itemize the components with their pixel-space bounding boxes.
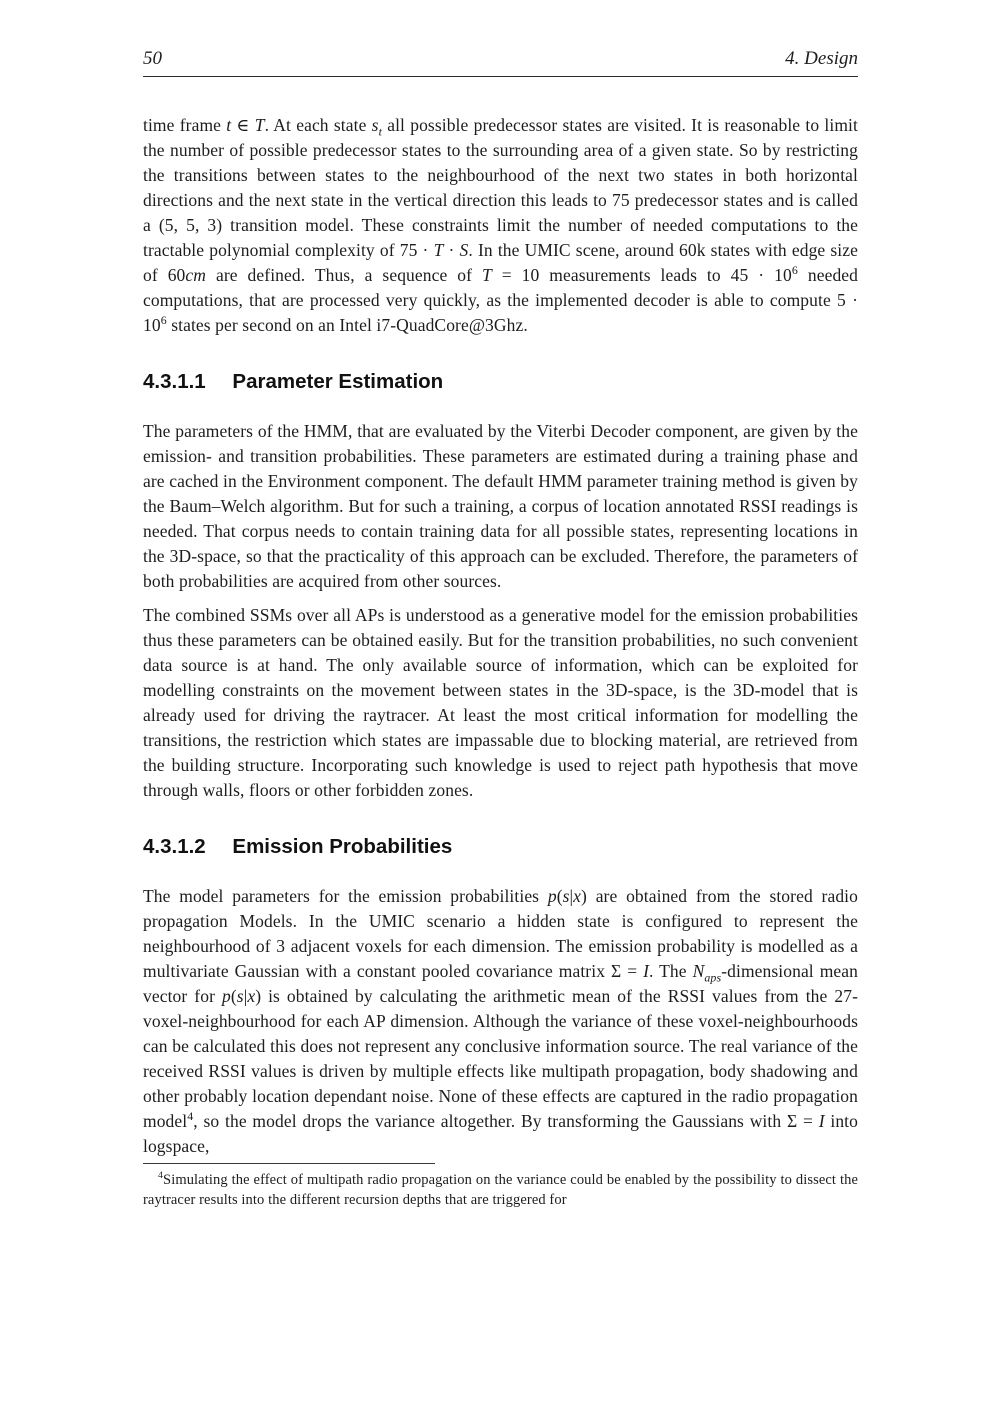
page-header: [143, 48, 858, 77]
paragraph: The parameters of the HMM, that are evaluated by the Viterbi Decoder component, are given by the emission- and transition probabilities. These parameters are estimated during a training phase and are cached in the Environment component. The default HMM parameter training method is given by the Baum–Welch algorithm. But for such a training, a corpus of location annotated RSSI readings is needed. That corpus needs to contain training data for all possible states, representing locations in the 3D-space, so that the practicality of this approach can be excluded. Therefore, the parameters of both probabilities are acquired from other sources.: [143, 420, 858, 591]
paragraph: The model parameters for the emission probabilities p(s|x) are obtained from the stored radio propagation Models. In the UMIC scenario a hidden state is configured to represent the neighbourhood of 3 adjacent voxels for each dimension. The emission probability is modelled as a multivariate Gaussian with a constant pooled covariance matrix Σ = I. The $N_{aps}$-dimensional mean vector for p(s|x) is obtained by calculating the arithmetic mean of the RSSI values from the 27-voxel-neighbourhood for each AP dimension. Although the variance of these voxel-neighbourhoods can be calculated this does not represent any conclusive information source. The real variance of the received RSSI values is driven by multiple effects like multipath propagation, body shadowing and other probably location dependant noise. None of these effects are captured in the radio propagation model$^4$, so the model drops the variance altogether. By transforming the Gaussians with Σ = I into logspace,: [143, 885, 859, 1156]
chapter-title: 4. Design: [785, 48, 858, 69]
section-number: 4.3.1.2: [143, 834, 206, 858]
section-title: Parameter Estimation: [232, 369, 444, 393]
section-number: 4.3.1.1: [143, 369, 206, 393]
paragraph: The combined SSMs over all APs is understood as a generative model for the emission probabilities thus these parameters can be obtained easily. But for the transition probabilities, no such convenient data source is at hand. The only available source of information, which can be exploited for modelling constraints on the movement between states in the 3D-space, is the 3D-model that is already used for driving the raytracer. At least the most critical information for modelling the transitions, the restriction which states are impassable due to blocking material, are retrieved from the building structure. Incorporating such knowledge is used to reject path hypothesis that move through walls, floors or other forbidden zones.: [143, 604, 858, 800]
page-number: 50: [143, 48, 162, 69]
paragraph-intro: time frame t ∈ T. At each state $s_t$ all possible predecessor states are visited. It is reasonable to limit the number of possible predecessor states to the surrounding area of a given state. So by restricting the transitions between states to the neighbourhood of the next two states in both horizontal directions and the next state in the vertical direction this leads to 75 predecessor states and is called a (5, 5, 3) transition model. These constraints limit the number of needed computations to the tractable polynomial complexity of 75 · T · S. In the UMIC scene, around 60k states with edge size of 60cm are defined. Thus, a sequence of T = 10 measurements leads to $45 \cdot 10^6$ needed computations, that are processed very quickly, as the implemented decoder is able to compute $5 \cdot 10^6$ states per second on an Intel i7-QuadCore@3Ghz.: [143, 114, 859, 335]
footnote-marker: 4: [158, 1170, 164, 1182]
footnote: [143, 1163, 858, 1211]
section-title: Emission Probabilities: [232, 834, 453, 858]
section-heading-parameter-estimation: [143, 370, 858, 394]
section-heading-emission-probabilities: [143, 835, 858, 859]
footnote-body: Simulating the effect of multipath radio propagation on the variance could be enabled by the possibility to dissect the raytracer results into the different recursion depths that are triggered for: [143, 1171, 858, 1209]
footnote-text: [143, 1170, 858, 1211]
footnote-rule: [143, 1163, 435, 1164]
